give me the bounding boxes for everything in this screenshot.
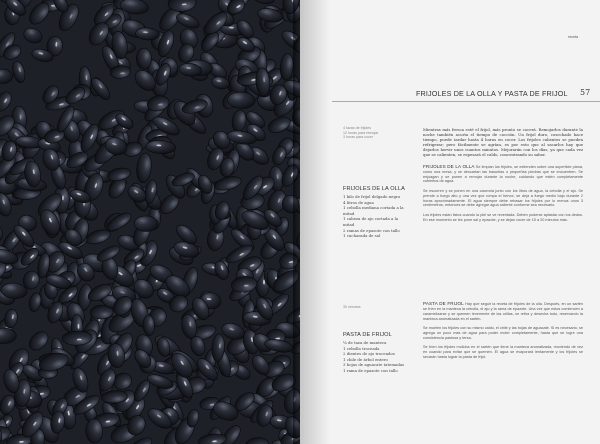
step-title: FRIJOLES DE LA OLLA bbox=[423, 163, 475, 169]
recipe1-ingredients bbox=[343, 186, 405, 239]
page-number: 57 bbox=[580, 88, 591, 97]
method-paragraph: Los frijoles están listos cuando la piel se ve reventada. Deben poderse aplastar con los dedos. En ese momento se les pone sal y epazote, y se dejan cocer de 15 a 20 minutos más. bbox=[423, 212, 583, 222]
ingredient: 1 cebolla troceada bbox=[343, 345, 380, 351]
step-text: Hay que seguir la receta de frijoles de la olla. Después, en un sartén se fríen en la manteca la cebolla, el ajo y la rama de epazote. Una vez que estos comiencen a caramelizarse y se quemen levemente de las orillas, se retira y desecha todo, reservando la manteca aromatizada en el sartén. bbox=[423, 302, 583, 321]
page-title: FRIJOLES DE LA OLLA Y PASTA DE FRIJOL bbox=[416, 89, 568, 98]
recipe2-time: 30 minutos bbox=[343, 305, 361, 309]
ingredient: 1 rama de epazote con tallo bbox=[343, 367, 398, 373]
ingredient: 4 litros de agua bbox=[343, 199, 374, 205]
step-text: Se limpian los frijoles, se extienden sobre una superficie plana, como una mesa, y se descartan las basuritas o pequeñas piedras que se encuentren. Se enjuagan y se ponen a remojar durante la noche, cuidando que estén completamente cubiertos de agua. bbox=[423, 164, 583, 184]
bean bbox=[22, 26, 45, 46]
ingredient: ¼ de taza de manteca bbox=[343, 340, 387, 345]
bean bbox=[136, 48, 152, 70]
bean bbox=[0, 89, 15, 114]
ingredient: 1 chile de árbol entero bbox=[343, 356, 388, 362]
recipe2-ingredients bbox=[343, 332, 405, 374]
bean bbox=[266, 114, 293, 136]
ingredient: 1 cabeza de ajo cortada a la mitad bbox=[343, 216, 399, 227]
running-head: receta bbox=[568, 35, 578, 39]
recipe1-method bbox=[423, 128, 583, 227]
bean bbox=[198, 432, 227, 444]
ingredient: 1 cebolla mediana cortada a la mitad bbox=[343, 205, 404, 216]
ingredient: 3 hojas de aguacate tatemadas bbox=[343, 362, 405, 368]
bean bbox=[231, 109, 248, 133]
method-paragraph bbox=[423, 302, 583, 322]
bean bbox=[211, 75, 231, 91]
ingredient: 2 dientes de ajo troceados bbox=[343, 351, 395, 357]
method-paragraph: Se fríen los frijoles molidos en el sartén que tiene la manteca aromatizada, moviendo de vez en cuando para evitar que se quemen. El agua se evaporará lentamente y los frijoles se secarán hasta lograr la pasta de frijol. bbox=[423, 345, 583, 359]
ingredient: 2 ramas de epazote con tallo bbox=[343, 227, 400, 233]
method-paragraph bbox=[423, 165, 583, 185]
servings-line: 12 horas para remojar bbox=[343, 130, 379, 135]
servings-info bbox=[343, 126, 405, 140]
recipe2-method bbox=[423, 302, 583, 364]
title-rule bbox=[332, 101, 600, 102]
bean bbox=[0, 69, 13, 84]
recipe1-heading: FRIJOLES DE LA OLLA bbox=[343, 186, 405, 192]
bean bbox=[135, 27, 160, 41]
bean bbox=[146, 140, 176, 155]
ingredient: 1 kilo de frijol delgado negro bbox=[343, 194, 401, 199]
servings-line: 3 horas para cocer bbox=[343, 135, 373, 140]
servings-line: 4 tazas de frijoles bbox=[343, 126, 371, 130]
bean bbox=[0, 328, 16, 343]
intro-paragraph: Mientras más fresca esté el frijol, más pronto se cocerá. Remojarlos durante la noche también acorta el tiempo de cocción. Un frijol duro, cosechado hace tiempo, puede tardar hasta 4 horas en cocer. Los frijoles calientes se pueden refrigerar; pero fácilmente se agrían, es por esto que al sacarlos hay que dejarlos hervir unos cuantos minutos. Mejorarán con los días, ya que cada vez que se calienten, se espesará el caldo, concentrando su sabor. bbox=[423, 127, 583, 157]
bean bbox=[10, 60, 27, 84]
bean bbox=[135, 152, 152, 183]
method-paragraph: Se muelen los frijoles con su mismo caldo, el chile y las hojas de aguacate. Si es necesario, se agrega un poco más de agua para poder moler completamente, hasta que se logre una consistencia pastosa y tersa. bbox=[423, 326, 583, 340]
method-paragraph: Se escurren y se ponen en una cacerola junto con los litros de agua, la cebolla y el ajo. Se prende a fuego alto y una vez que rompa el hervor, se deja a fuego medio bajo durante 2 horas aproximadamente. El agua siempre debe rebasar los frijoles por lo menos unos 3 centímetros, entonces se debe agregar agua caliente conforme sea necesario. bbox=[423, 188, 583, 208]
bean bbox=[134, 216, 158, 232]
bean bbox=[245, 436, 270, 444]
recipe2-heading: PASTA DE FRIJOL bbox=[343, 332, 392, 338]
step-title: PASTA DE FRIJOL bbox=[423, 301, 464, 306]
ingredient: 1 cucharada de sal bbox=[343, 233, 381, 239]
bean bbox=[26, 328, 52, 354]
